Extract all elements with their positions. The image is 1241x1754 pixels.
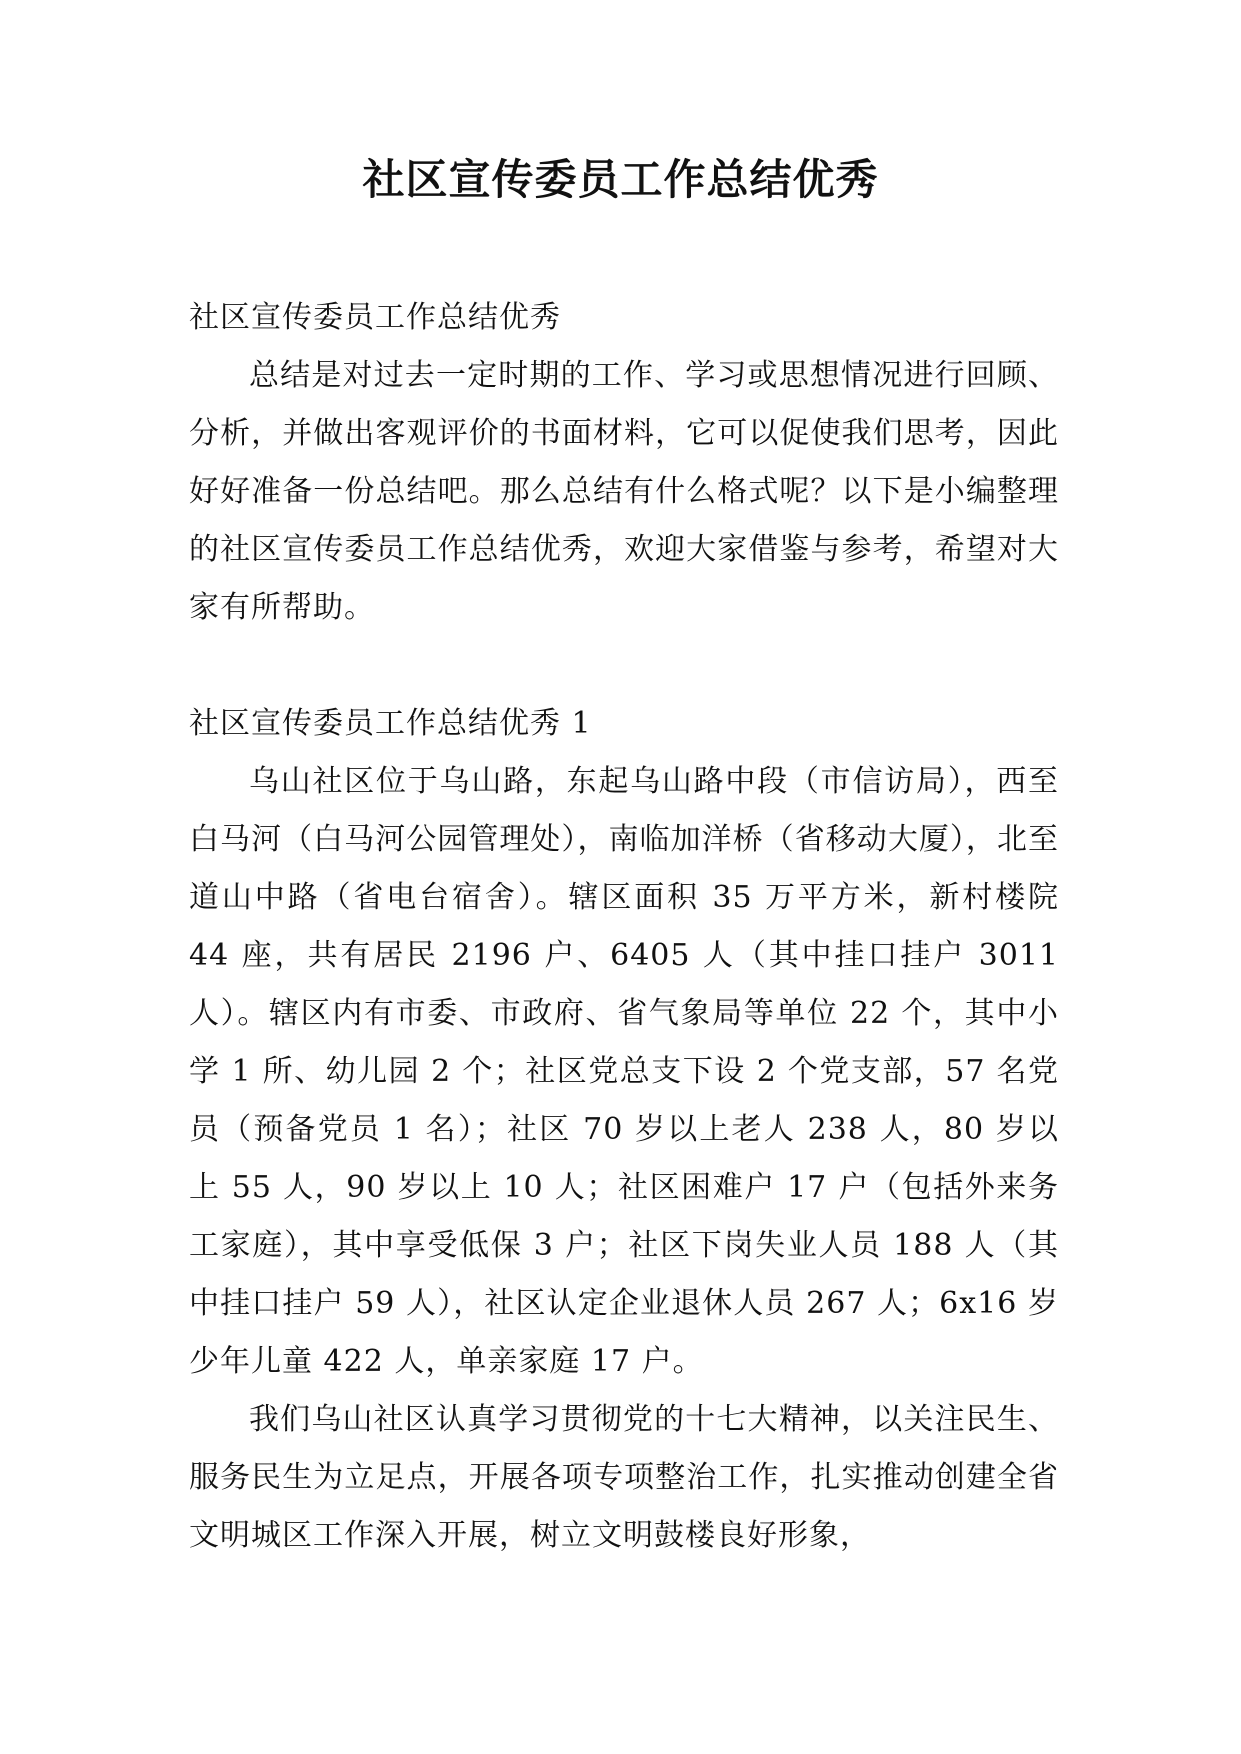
intro-paragraph: 总结是对过去一定时期的工作、学习或思想情况进行回顾、分析，并做出客观评价的书面材料，它可以促使我们思考，因此好好准备一份总结吧。那么总结有什么格式呢？以下是小编整理的社区宣传委员工作总结优秀，欢迎大家借鉴与参考，希望对大家有所帮助。	[189, 358, 1059, 625]
section-1-heading: 社区宣传委员工作总结优秀 1	[189, 706, 592, 741]
intro-heading: 社区宣传委员工作总结优秀	[189, 300, 561, 335]
document-title: 社区宣传委员工作总结优秀	[362, 155, 879, 204]
document-body	[189, 289, 1059, 1565]
section-1-paragraph-1: 乌山社区位于乌山路，东起乌山路中段（市信访局），西至白马河（白马河公园管理处），南临加洋桥（省移动大厦），北至道山中路（省电台宿舍）。辖区面积 35 万平方米，新村楼院 44 座，共有居民 2196 户、6405 人（其中挂口挂户 3011 人）。辖区内有市委、市政府、省气象局等单位 22 个，其中小学 1 所、幼儿园 2 个；社区党总支下设 2 个党支部，57 名党员（预备党员 1 名）；社区 70 岁以上老人 238 人，80 岁以上 55 人，90 岁以上 10 人；社区困难户 17 户（包括外来务工家庭），其中享受低保 3 户；社区下岗失业人员 188 人（其中挂口挂户 59 人），社区认定企业退休人员 267 人；6x16 岁少年儿童 422 人，单亲家庭 17 户。	[189, 764, 1059, 1379]
section-1-paragraph-2: 我们乌山社区认真学习贯彻党的十七大精神，以关注民生、服务民生为立足点，开展各项专项整治工作，扎实推动创建全省文明城区工作深入开展，树立文明鼓楼良好形象，	[189, 1402, 1059, 1553]
section-spacer	[189, 637, 1059, 695]
